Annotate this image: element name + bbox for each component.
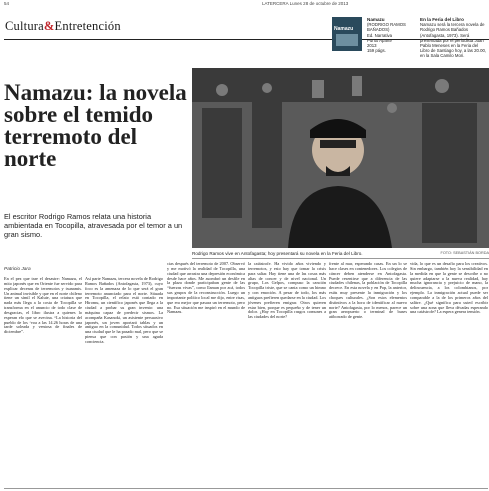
photo-caption (192, 251, 489, 256)
book-fair-text: Namazu será la tercera novela de Rodrigo Ramos Bañados (Antofagasta, 1973). Será presentada por el periodista Juan Pablo Meneses en la Feria del Libro de Santiago hoy, a las 20.00, en la Sala Camilo Mori. (420, 22, 487, 59)
article-column (410, 262, 488, 315)
column-text: En el pez que trae el desastre: Namazu, el mito japonés que en Oriente fue servido para explicar decenas de terremotos y tsunamis. Un animal invisible y que en el norte chileno tiene un símil el Kaluie, una criatura que nada más llega a la costa de Tocopilla se transforma en el anuncio de todo clase de desgracias, el libro ilustra a quienes lo esperan elo que se avecina. “La historia del pueblo de los ‘voa a las 14.26 horas de una tarde soleada y ventosa de finales de diciembre”. (4, 276, 82, 335)
page-number: 54 (4, 1, 10, 6)
book-info-line: BAÑADOS) (367, 27, 390, 33)
book-cover-illustration (336, 34, 358, 46)
column-text: frente al mar, esperando casas. En un lo se hace clases en contenedores. Los colegios de cáncer deben atenderse en Antofagasta. Puede resentirse que a diferencia de las ciudades chilenas, la población de Tocopilla decrece. En esta novela y en Pop, la anterior, estás muy presente la inmigración y los choques culturales. ¿Son estos elementos distintivos a la hora de identificar al nuevo norte? Antofagasta, por lo menos, parece un gran aeropuerto o terminal de buses atiborrado de gente. (329, 261, 407, 320)
book-info-line: Ed. Narrativa (367, 32, 393, 38)
section-heading (5, 19, 121, 34)
book-info-line: (RODRIGO RAMOS (367, 22, 406, 28)
column-text: vida, lo que es un desafío para los creativos. Sin embargo, también hoy la sensibilidad en la medida en que la gente se describe o no quiere adaptarse a la nueva realidad, hay mucha ignorancia y prejuicio de mano, la delincuencia, a los colombianos, por ejemplo. La inmigración actual puede ser comparable a la de los primeros años del salitre. ¿Qué significa para usted escribir sobre una zona que lleva décadas esperando una catástrofe? La espera genera tensión. (410, 261, 488, 315)
article-column (4, 277, 82, 335)
book-info-line: 2013 (367, 43, 377, 49)
book-info-line: Punto Aparte (367, 37, 392, 43)
column-text: cias después del terremoto de 2007. Observó y me motivó la realidad de Tocopilla, una ciudad que arrastra una depresión económica desde hace años. Me asombró un desfile en la plaza donde participaban gente de las “fuerzas vivas”, como llaman por acá, todos sus grupos de la reconstrucción. Luego un importante político local me dijo, entre risas, que era mejor que pasara un terremoto, pero no. Esa situación me inspiró en el mundo de Namazu. (167, 261, 245, 315)
article-column (85, 277, 163, 345)
photo-credit: FOTO: SEBASTIÁN BORDA (440, 251, 489, 255)
author-photo (192, 68, 489, 248)
section-part-2: Entretención (54, 19, 121, 33)
book-cover-title: Namazu (334, 26, 354, 32)
top-bar (0, 0, 489, 8)
section-divider (4, 39, 489, 40)
column-text: Así parte Namazu, tercera novela de Rodrigo Ramos Bañados (Antofagasta, 1973), cuyo foco es la amenaza de lo que será el gran terremoto anunciado para el norte. Situada en Tocopilla, el relato está contado en Hiromu, un científico japonés que llega a la ciudad a probar su gran invento: una máquina capaz de predecir sismos. La acompaña Kasanoki, un asistente persuasivo japonés, un joven aportará tablas y un antiguo en la comunidad. Todos situados en una ciudad que le ha pasado mal, pero que se piensa que con pasión y una aguda conciencia. (85, 276, 163, 344)
book-fair-title: En la Feria del Libro (420, 17, 464, 22)
book-fair-box (420, 17, 488, 59)
article-column (329, 262, 407, 320)
bottom-divider (4, 488, 488, 489)
headline: Namazu: la novela sobre el temido terremoto del norte (4, 80, 187, 171)
section-part-1: Cultura (5, 19, 44, 33)
deck: El escritor Rodrigo Ramos relata una historia ambientada en Tocopilla, atravesada por el temor a un gran sismo. (4, 212, 183, 239)
book-info-line: 159 págs. (367, 48, 386, 54)
book-info (367, 17, 415, 53)
article-column (248, 262, 326, 320)
dateline: LATERCERA Lunes 28 de octubre de 2013 (262, 1, 349, 6)
byline: Patricio Jara (4, 267, 31, 272)
section-ampersand: & (43, 19, 55, 33)
photo-caption-text: Rodrigo Ramos vive en Antofagasta; hoy presentará su novela en la Feria del Libro. (192, 251, 363, 256)
book-info-title: Namazu (367, 17, 385, 22)
article-column (167, 262, 245, 315)
author-photo-illustration (192, 68, 489, 248)
column-text: la catástrofe. Ha vivido años viviendo y terremotos, y esto hay que tomar la crisis para saltar. Hay tiene una de las cosas más altas de concer y de nivel nacional. Un grupo, Los Gelpos, compuso la canción Tocopilla triste, que se canta como un himno y con emoción. A pesar de todo, los más antiguos prefieren quedarse en la ciudad. Los jóvenes prefieren emigrar. Otros quieren estar bien, porque es pequeño y de tener un dolor. ¿Hay en Tocopilla rasgos comunes a las ciudades del norte? (248, 261, 326, 320)
caption-divider (192, 258, 489, 259)
